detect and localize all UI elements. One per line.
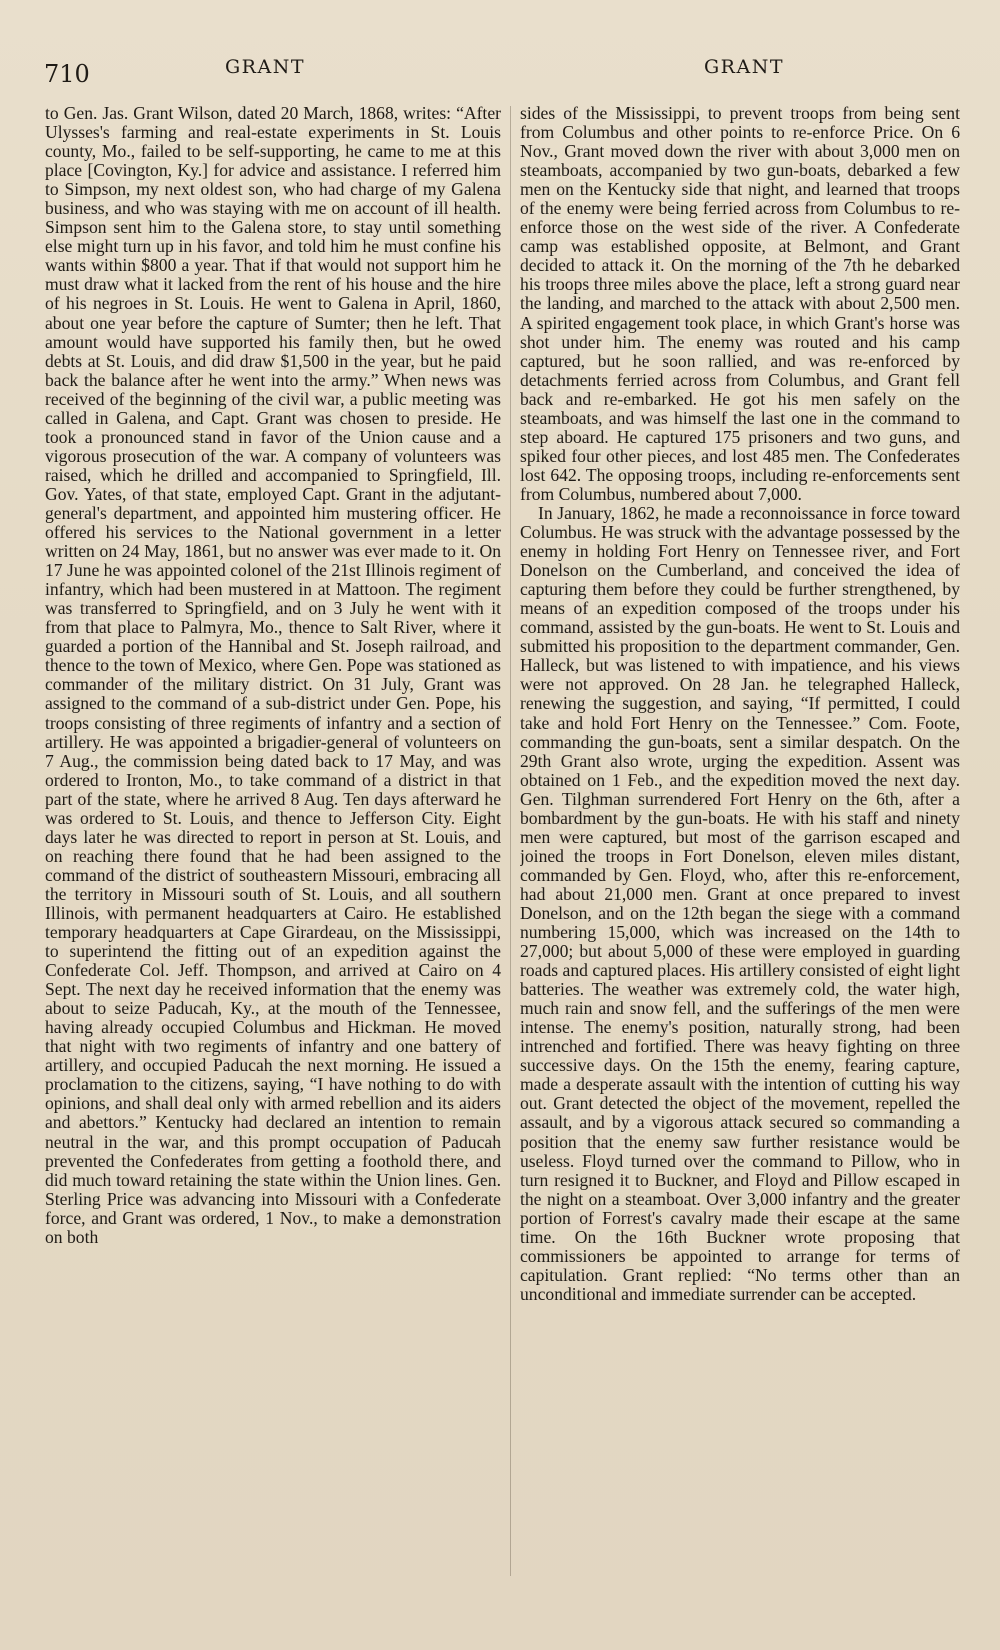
running-head-left: GRANT: [225, 56, 306, 78]
left-paragraph-1: to Gen. Jas. Grant Wilson, dated 20 March, 1868, writes: “After Ulysses's farming and real-estate experiments in St. Louis county, Mo., failed to be self-supporting, he came to me at this place [Covington, Ky.] for advice and assistance. I referred him to Simpson, my next oldest son, who had charge of my Galena business, and who was staying with me on account of ill health. Simpson sent him to the Galena store, to stay until something else might turn up in his favor, and told him he must confine his wants within $800 a year. That if that would not support him he must draw what it lacked from the rent of his house and the hire of his negroes in St. Louis. He went to Galena in April, 1860, about one year before the capture of Sumter; then he left. That amount would have supported his family then, but he owed debts at St. Louis, and did draw $1,500 in the year, but he paid back the balance after he went into the army.” When news was received of the beginning of the civil war, a public meeting was called in Galena, and Capt. Grant was chosen to preside. He took a pronounced stand in favor of the Union cause and a vigorous prosecution of the war. A company of volunteers was raised, which he drilled and accompanied to Springfield, Ill. Gov. Yates, of that state, employed Capt. Grant in the adjutant-general's department, and appointed him mustering officer. He offered his services to the National government in a letter written on 24 May, 1861, but no answer was ever made to it. On 17 June he was appointed colonel of the 21st Illinois regiment of infantry, which had been mustered in at Mattoon. The regiment was transferred to Springfield, and on 3 July he went with it from that place to Palmyra, Mo., thence to Salt River, where it guarded a portion of the Hannibal and St. Joseph railroad, and thence to the town of Mexico, where Gen. Pope was stationed as commander of the military district. On 31 July, Grant was assigned to the command of a sub-district under Gen. Pope, his troops consisting of three regiments of infantry and a section of artillery. He was appointed a brigadier-general of volunteers on 7 Aug., the commission being dated back to 17 May, and was ordered to Ironton, Mo., to take command of a district in that part of the state, where he arrived 8 Aug. Ten days afterward he was ordered to St. Louis, and thence to Jefferson City. Eight days later he was directed to report in person at St. Louis, and on reaching there found that he had been assigned to the command of the district of southeastern Missouri, embracing all the territory in Missouri south of St. Louis, and all southern Illinois, with permanent headquarters at Cairo. He established temporary headquarters at Cape Girardeau, on the Mississippi, to superintend the fitting out of an expedition against the Confederate Col. Jeff. Thompson, and arrived at Cairo on 4 Sept. The next day he received information that the enemy was about to seize Paducah, Ky., at the mouth of the Tennessee, having already occupied Columbus and Hickman. He moved that night with two regiments of infantry and one battery of artillery, and occupied Paducah the next morning. He issued a proclamation to the citizens, saying, “I have nothing to do with opinions, and shall deal only with armed rebellion and its aiders and abettors.” Kentucky had declared an intention to remain neutral in the war, and this prompt occupation of Paducah prevented the Confederates from getting a foothold there, and did much toward retaining the state within the Union lines. Gen. Sterling Price was advancing into Missouri with a Confederate force, and Grant was ordered, 1 Nov., to make a demonstration on both: [45, 104, 501, 1247]
right-paragraph-1: sides of the Mississippi, to prevent troops from being sent from Columbus and other points to re-enforce Price. On 6 Nov., Grant moved down the river with about 3,000 men on steamboats, accompanied by two gun-boats, debarked a few men on the Kentucky side that night, and learned that troops of the enemy were being ferried across from Columbus to re-enforce those on the west side of the river. A Confederate camp was established opposite, at Belmont, and Grant decided to attack it. On the morning of the 7th he debarked his troops three miles above the place, left a strong guard near the landing, and marched to the attack with about 2,500 men. A spirited engagement took place, in which Grant's horse was shot under him. The enemy was routed and his camp captured, but he soon rallied, and was re-enforced by detachments ferried across from Columbus, and Grant fell back and re-embarked. He got his men safely on the steamboats, and was himself the last one in the command to step aboard. He captured 175 prisoners and two guns, and spiked four other pieces, and lost 485 men. The Confederates lost 642. The opposing troops, including re-enforcements sent from Columbus, numbered about 7,000.: [520, 104, 960, 504]
column-divider: [510, 106, 511, 1576]
page-number: 710: [44, 60, 90, 88]
right-paragraph-2: In January, 1862, he made a reconnoissance in force toward Columbus. He was struck with the advantage possessed by the enemy in holding Fort Henry on Tennessee river, and Fort Donelson on the Cumberland, and conceived the idea of capturing them before they could be further strengthened, by means of an expedition composed of the troops under his command, assisted by the gun-boats. He went to St. Louis and submitted his proposition to the department commander, Gen. Halleck, but was listened to with impatience, and his views were not approved. On 28 Jan. he telegraphed Halleck, renewing the suggestion, and saying, “If permitted, I could take and hold Fort Henry on the Tennessee.” Com. Foote, commanding the gun-boats, sent a similar despatch. On the 29th Grant also wrote, urging the expedition. Assent was obtained on 1 Feb., and the expedition moved the next day. Gen. Tilghman surrendered Fort Henry on the 6th, after a bombardment by the gun-boats. He with his staff and ninety men were captured, but most of the garrison escaped and joined the troops in Fort Donelson, eleven miles distant, commanded by Gen. Floyd, who, after this re-enforcement, had about 21,000 men. Grant at once prepared to invest Donelson, and on the 12th began the siege with a command numbering 15,000, which was increased on the 14th to 27,000; but about 5,000 of these were employed in guarding roads and captured places. His artillery consisted of eight light batteries. The weather was extremely cold, the water high, much rain and snow fell, and the sufferings of the men were intense. The enemy's position, naturally strong, had been intrenched and fortified. There was heavy fighting on three successive days. On the 15th the enemy, fearing capture, made a desperate assault with the intention of cutting his way out. Grant detected the object of the movement, repelled the assault, and by a vigorous attack secured so commanding a position that the enemy saw further resistance would be useless. Floyd turned over the command to Pillow, who in turn resigned it to Buckner, and Floyd and Pillow escaped in the night on a steamboat. Over 3,000 infantry and the greater portion of Forrest's cavalry made their escape at the same time. On the 16th Buckner wrote proposing that commissioners be appointed to arrange for terms of capitulation. Grant replied: “No terms other than an unconditional and immediate surrender can be accepted.: [520, 502, 960, 1304]
right-column: [520, 104, 960, 1584]
page-header: [0, 56, 1000, 96]
left-column: [45, 104, 501, 1584]
running-head-right: GRANT: [704, 56, 785, 78]
